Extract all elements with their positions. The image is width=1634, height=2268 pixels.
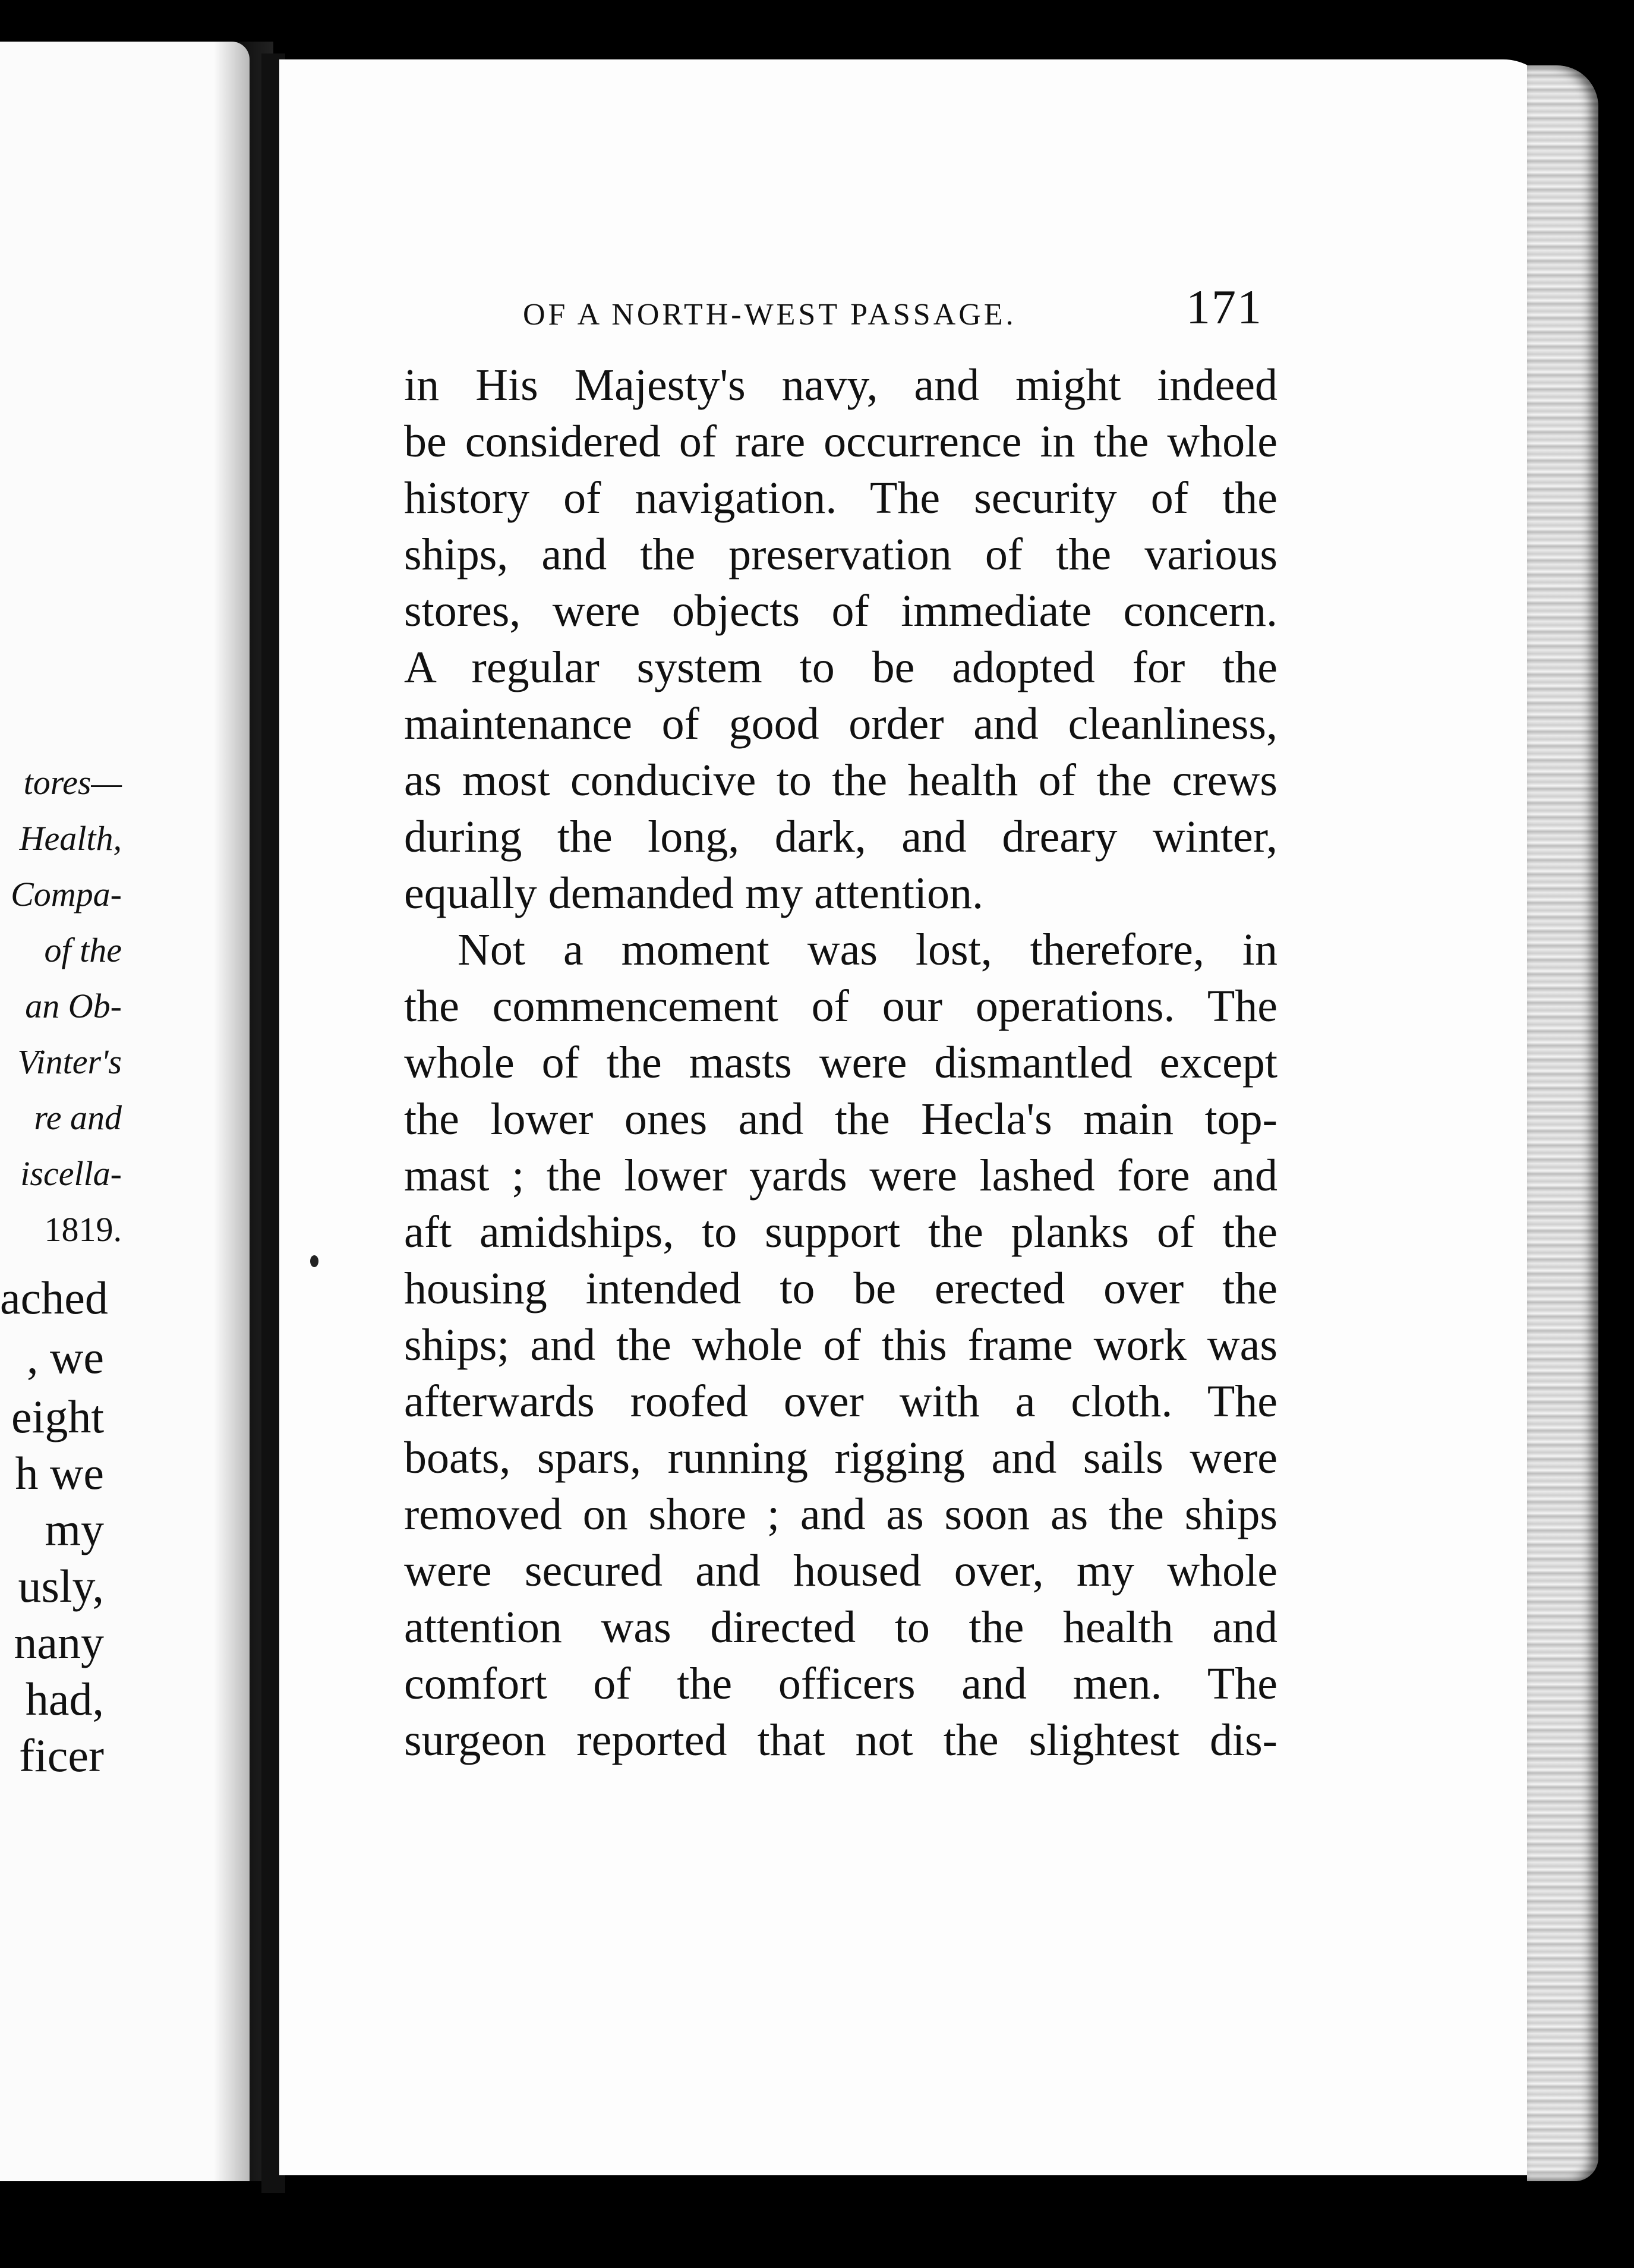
text-line: housing intended to be erected over the	[404, 1264, 1277, 1313]
text-line: surgeon reported that not the slightest dis-	[404, 1715, 1277, 1765]
left-page-text-fragment: had,	[25, 1673, 104, 1725]
left-page-text-fragment: ached	[0, 1272, 108, 1324]
margin-note-line: of the	[44, 931, 122, 969]
left-page-text-fragment: h we	[15, 1447, 104, 1499]
margin-note-line: Vinter's	[17, 1042, 122, 1081]
left-page-text-fragment: usly,	[18, 1560, 104, 1612]
text-line: be considered of rare occurrence in the whole	[404, 417, 1277, 467]
margin-note-line: an Ob-	[25, 987, 122, 1025]
text-line: afterwards roofed over with a cloth. The	[404, 1376, 1277, 1426]
text-line: attention was directed to the health and	[404, 1602, 1277, 1652]
text-line: mast ; the lower yards were lashed fore and	[404, 1151, 1277, 1201]
margin-note-line: iscella-	[20, 1154, 122, 1193]
left-page-text-fragment: nany	[14, 1617, 104, 1668]
text-line: removed on shore ; and as soon as the ships	[404, 1489, 1277, 1539]
text-line: Not a moment was lost, therefore, in	[458, 925, 1277, 975]
margin-note-line: Compa-	[11, 875, 122, 914]
ink-speck	[310, 1255, 318, 1267]
page-edges	[1527, 65, 1598, 2181]
text-line: maintenance of good order and cleanliness,	[404, 699, 1277, 749]
text-line: ships, and the preservation of the various	[404, 530, 1277, 579]
text-line: history of navigation. The security of the	[404, 473, 1277, 523]
running-head	[523, 279, 1263, 345]
margin-note-line: 1819.	[44, 1210, 122, 1249]
text-line: boats, spars, running rigging and sails were	[404, 1433, 1277, 1483]
left-page-text-fragment: my	[45, 1504, 104, 1555]
text-line: stores, were objects of immediate concern.	[404, 586, 1277, 636]
text-line: as most conducive to the health of the crews	[404, 755, 1277, 805]
text-line: comfort of the officers and men. The	[404, 1659, 1277, 1709]
text-line: the lower ones and the Hecla's main top-	[404, 1094, 1277, 1144]
page-number: 171	[1186, 280, 1263, 334]
running-head-title: OF A NORTH-WEST PASSAGE.	[523, 298, 1017, 332]
text-line: the commencement of our operations. The	[404, 981, 1277, 1031]
text-line: equally demanded my attention.	[404, 868, 984, 918]
margin-note-line: tores—	[23, 763, 122, 802]
text-line: A regular system to be adopted for the	[404, 642, 1277, 692]
left-page-text-fragment: , we	[27, 1331, 104, 1383]
text-line: were secured and housed over, my whole	[404, 1546, 1277, 1596]
text-line: ships; and the whole of this frame work was	[404, 1320, 1277, 1370]
left-page-text-fragment: eight	[11, 1391, 104, 1442]
text-line: in His Majesty's navy, and might indeed	[404, 360, 1277, 410]
text-line: during the long, dark, and dreary winter,	[404, 812, 1277, 862]
text-line: whole of the masts were dismantled except	[404, 1038, 1277, 1088]
margin-note-line: re and	[34, 1098, 122, 1137]
text-line: aft amidships, to support the planks of the	[404, 1207, 1277, 1257]
left-page-text-fragment: ficer	[19, 1730, 104, 1781]
margin-note-line: Health,	[19, 819, 122, 858]
